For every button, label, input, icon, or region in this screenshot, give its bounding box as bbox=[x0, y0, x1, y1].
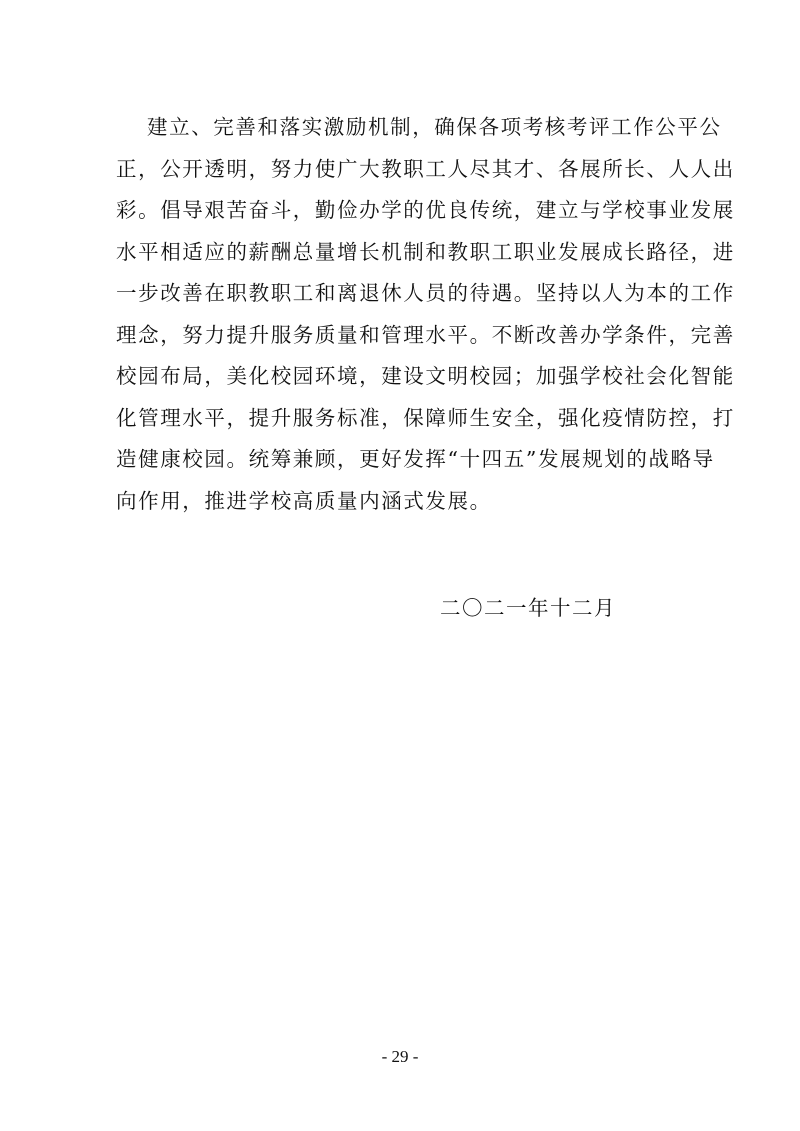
body-paragraph bbox=[116, 107, 735, 522]
document-date: 二〇二一年十二月 bbox=[440, 596, 616, 620]
paragraph-line: 正，公开透明，努力使广大教职工人尽其才、各展所长、人人出 bbox=[116, 156, 735, 181]
paragraph-line: 一步改善在职教职工和离退休人员的待遇。坚持以人为本的工作 bbox=[116, 281, 735, 305]
paragraph-line: 造健康校园。统筹兼顾，更好发挥“十四五”发展规划的战略导 bbox=[116, 447, 715, 471]
paragraph-line: 理念，努力提升服务质量和管理水平。不断改善办学条件，完善 bbox=[116, 322, 735, 347]
paragraph-line: 彩。倡导艰苦奋斗，勤俭办学的优良传统，建立与学校事业发展 bbox=[116, 198, 735, 222]
page-number: - 29 - bbox=[381, 1047, 419, 1066]
paragraph-line: 向作用，推进学校高质量内涵式发展。 bbox=[116, 488, 492, 513]
paragraph-line: 化管理水平，提升服务标准，保障师生安全，强化疫情防控，打 bbox=[116, 405, 735, 430]
paragraph-line: 校园布局，美化校园环境，建设文明校园；加强学校社会化智能 bbox=[116, 364, 735, 388]
paragraph-line: 水平相适应的薪酬总量增长机制和教职工职业发展成长路径，进 bbox=[116, 239, 735, 264]
paragraph-line: 建立、完善和落实激励机制，确保各项考核考评工作公平公 bbox=[147, 115, 722, 139]
